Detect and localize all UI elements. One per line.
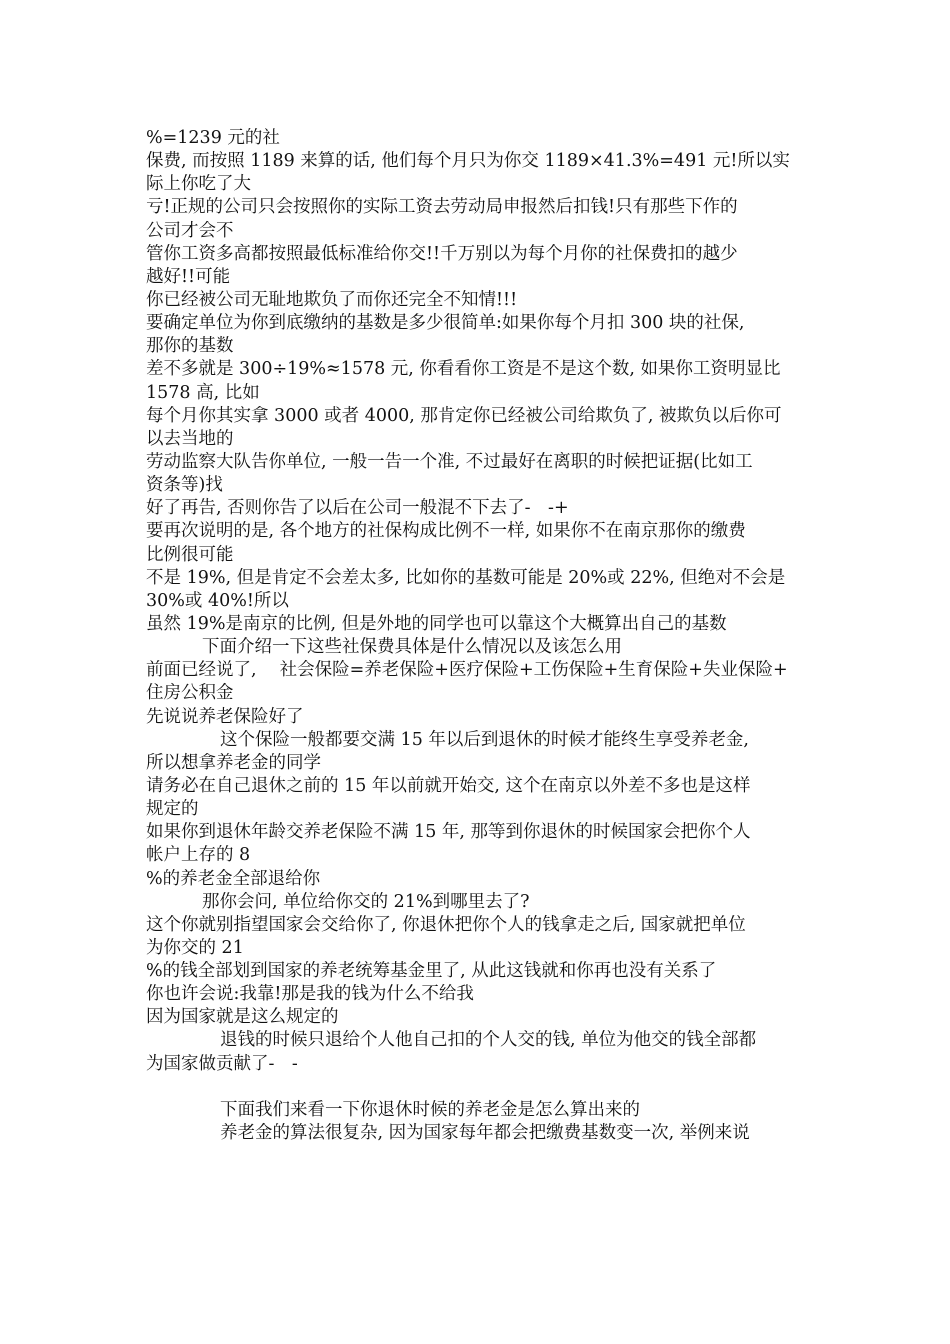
text-line: 住房公积金: [146, 683, 234, 704]
text-line: 如果你到退休年龄交养老保险不满 15 年, 那等到你退休的时候国家会把你个人: [146, 822, 751, 843]
text-line: 那你会问, 单位给你交的 21%到哪里去了?: [202, 891, 530, 912]
text-line: 这个你就别指望国家会交给你了, 你退休把你个人的钱拿走之后, 国家就把单位: [146, 914, 746, 935]
text-line: 下面介绍一下这些社保费具体是什么情况以及该怎么用: [202, 637, 622, 658]
text-line: 帐户上存的 8: [146, 845, 251, 866]
text-line: 资条等)找: [146, 475, 223, 496]
text-line: 你也许会说:我靠!那是我的钱为什么不给我: [146, 984, 474, 1005]
text-line: %的养老金全部退给你: [146, 868, 321, 889]
text-line: 30%或 40%!所以: [146, 590, 289, 611]
text-line: 好了再告, 否则你告了以后在公司一般混不下去了- -+: [146, 498, 569, 519]
text-line: 要再次说明的是, 各个地方的社保构成比例不一样, 如果你不在南京那你的缴费: [146, 521, 746, 542]
text-line: 管你工资多高都按照最低标准给你交!!千万别以为每个月你的社保费扣的越少: [146, 243, 738, 264]
text-line: 不是 19%, 但是肯定不会差太多, 比如你的基数可能是 20%或 22%, 但绝对不会是: [146, 567, 786, 588]
text-line: 养老金的算法很复杂, 因为国家每年都会把缴费基数变一次, 举例来说: [220, 1123, 750, 1144]
text-line: 劳动监察大队告你单位, 一般一告一个准, 不过最好在离职的时候把证据(比如工: [146, 451, 753, 472]
text-line: 际上你吃了大: [146, 174, 251, 195]
text-line: 差不多就是 300÷19%≈1578 元, 你看看你工资是不是这个数, 如果你工资明显比: [146, 359, 781, 380]
text-line: 那你的基数: [146, 336, 234, 357]
text-line: 先说说养老保险好了: [146, 706, 304, 727]
text-line: 这个保险一般都要交满 15 年以后到退休的时候才能终生享受养老金,: [220, 729, 749, 750]
text-line: 亏!正规的公司只会按照你的实际工资去劳动局申报然后扣钱!只有那些下作的: [146, 197, 738, 218]
text-line: 规定的: [146, 799, 199, 820]
text-line: 保费, 而按照 1189 来算的话, 他们每个月只为你交 1189×41.3%=491 元!所以实: [146, 151, 790, 172]
text-line: 每个月你其实拿 3000 或者 4000, 那肯定你已经被公司给欺负了, 被欺负以后你可: [146, 405, 782, 426]
text-line: 因为国家就是这么规定的: [146, 1007, 339, 1028]
text-line: 为你交的 21: [146, 937, 244, 958]
text-line: 前面已经说了, 社会保险=养老保险+医疗保险+工伤保险+生育保险+失业保险+: [146, 660, 788, 681]
text-line: 以去当地的: [146, 428, 234, 449]
text-line: 虽然 19%是南京的比例, 但是外地的同学也可以靠这个大概算出自己的基数: [146, 613, 727, 634]
text-line: %的钱全部划到国家的养老统筹基金里了, 从此这钱就和你再也没有关系了: [146, 961, 717, 982]
text-line: 为国家做贡献了- -: [146, 1053, 298, 1074]
text-line: 1578 高, 比如: [146, 382, 260, 403]
text-line: 比例很可能: [146, 544, 234, 565]
text-line: 下面我们来看一下你退休时候的养老金是怎么算出来的: [220, 1099, 640, 1120]
document-text: [146, 127, 806, 1145]
text-line: 你已经被公司无耻地欺负了而你还完全不知情!!!: [146, 289, 518, 310]
text-line: 所以想拿养老金的同学: [146, 752, 321, 773]
blank-line: [146, 1076, 806, 1099]
text-line: 请务必在自己退休之前的 15 年以前就开始交, 这个在南京以外差不多也是这样: [146, 775, 751, 796]
text-line: 越好!!可能: [146, 266, 231, 287]
text-line: %=1239 元的社: [146, 128, 280, 148]
text-line: 要确定单位为你到底缴纳的基数是多少很简单:如果你每个月扣 300 块的社保,: [146, 313, 745, 334]
text-line: 公司才会不: [146, 220, 234, 241]
text-line: 退钱的时候只退给个人他自己扣的个人交的钱, 单位为他交的钱全部都: [220, 1030, 757, 1051]
